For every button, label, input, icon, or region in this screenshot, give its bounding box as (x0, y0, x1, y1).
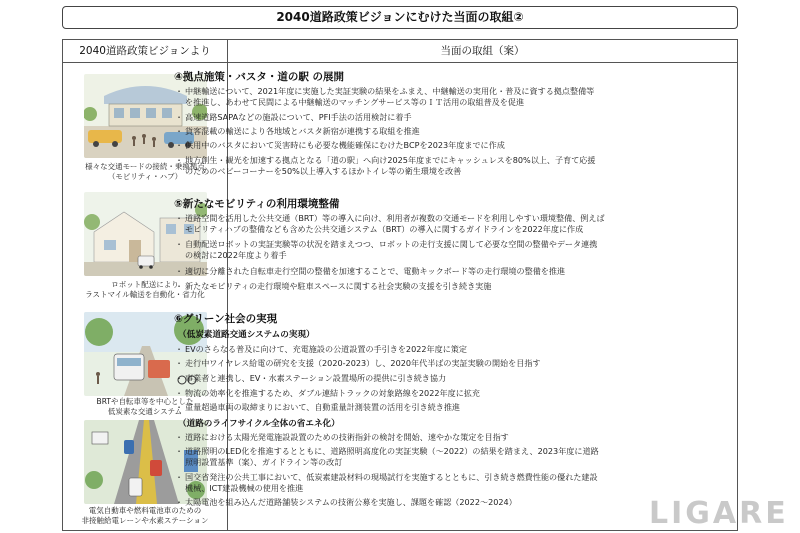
list-item: ・ EVのさらなる普及に向けて、充電施設の公道設置の手引きを2022年度に策定 (176, 344, 671, 355)
list-item: ・ 物流の効率化を推進するため、ダブル連結トラックの対象路線を2022年度に拡充 (176, 388, 671, 399)
list-item: ・ 供用中のバスタにおいて災害時にも必要な機能確保にむけたBCPを2023年度までに作成 (176, 140, 671, 151)
section-heading-hubs: ④拠点施策・バスタ・道の駅 の展開 (174, 71, 345, 83)
list-item: ・ 道路照明のLED化を推進するとともに、道路照明高度化の実証実験（～2022）の結果を踏まえ、2023年度に道路 照明設置基準（案）、ガイドライン等の改訂 (176, 446, 671, 468)
caption-mobility-hub: 様々な交通モードの接続・乗換拠点 （モビリティ・ハブ） (85, 162, 205, 181)
header-right: 当面の取組（案） (228, 40, 737, 63)
caption-ev-lane: 電気自動車や燃料電池車のための 非接触給電レーンや水素ステーション (81, 506, 209, 525)
list-item: ・ 道路における太陽光発電施設設置のための技術指針の検討を開始、速やかな策定を目指す (176, 432, 671, 443)
list-item: ・ 国交省発注の公共工事において、低炭素建設材料の現場試行を実施するとともに、引き続き燃費性能の優れた建設 機械、ICT建設機械の使用を推進 (176, 472, 671, 494)
subheading-low-carbon: （低炭素道路交通システムの実現） (178, 330, 315, 340)
list-item: ・ 重量超過車両の取締まりにおいて、自動重量計測装置の活用を引き続き推進 (176, 402, 671, 413)
list-item: ・ 太陽電池を組み込んだ道路舗装システムの技術公募を実施し、課題を確認（2022～2024） (176, 497, 671, 508)
caption-delivery-robot: ロボット配送により ラストマイル輸送を自動化・省力化 (85, 280, 205, 299)
page-title: 2040道路政策ビジョンにむけた当面の取組② (62, 6, 738, 29)
list-item: ・ 事業者と連携し、EV・水素ステーション設置場所の提供に引き続き協力 (176, 373, 671, 384)
list-item: ・ 走行中ワイヤレス給電の研究を支援（2020-2023）し、2020年代半ばの実証実験の開始を目指す (176, 358, 671, 369)
list-item: ・ 地方創生・観光を加速する拠点となる「道の駅」へ向け2025年度までにキャッシュレスを80%以上、子育て応援 のためのベビーコーナーを50%以上導入するほかトイレ等の衛生環境を改善 (176, 155, 671, 177)
ligare-watermark: LIGARE (649, 496, 789, 531)
header-left: 2040道路政策ビジョンより (63, 40, 228, 63)
section-heading-mobility: ⑤新たなモビリティの利用環境整備 (174, 198, 340, 210)
list-item: ・ 新たなモビリティの走行環境や駐車スペースに関する社会実験の支援を引き続き実施 (176, 281, 671, 292)
subheading-lifecycle: （道路のライフサイクル全体の省エネ化） (178, 419, 340, 429)
list-item: ・ 中継輸送について、2021年度に実施した実証実験の結果をふまえ、中継輸送の実用化・普及に資する拠点整備等 を推進し、あわせて民間による中継輸送のマッチングサービス等のＩＴ活用の取組普及を促進 (176, 86, 671, 108)
list-item: ・ 自動配送ロボットの実証実験等の状況を踏まえつつ、ロボットの走行支援に関して必要な空間の整備やデータ連携 の検討に2022年度より着手 (176, 239, 671, 261)
caption-brt: BRTや自転車等を中心とした 低炭素な交通システム (96, 397, 194, 416)
section-heading-green: ⑥グリーン社会の実現 (174, 313, 278, 325)
list-item: ・ 高速道路SAPAなどの施設について、PFI手法の活用検討に着手 (176, 112, 671, 123)
list-item: ・ 貨客混載の輸送により各地域とバスタ新宿が連携する取組を推進 (176, 126, 671, 137)
list-item: ・ 適切に分離された自転車走行空間の整備を加速することで、電動キックボード等の走行環境の整備を推進 (176, 266, 671, 277)
list-item: ・ 道路空間を活用した公共交通（BRT）等の導入に向け、利用者が複数の交通モードを利用しやすい環境整備、例えば モビリティハブの整備なども含めた公共交通システム（BRT）の導入に関するガイドラインを2022年度に作成 (176, 213, 671, 235)
